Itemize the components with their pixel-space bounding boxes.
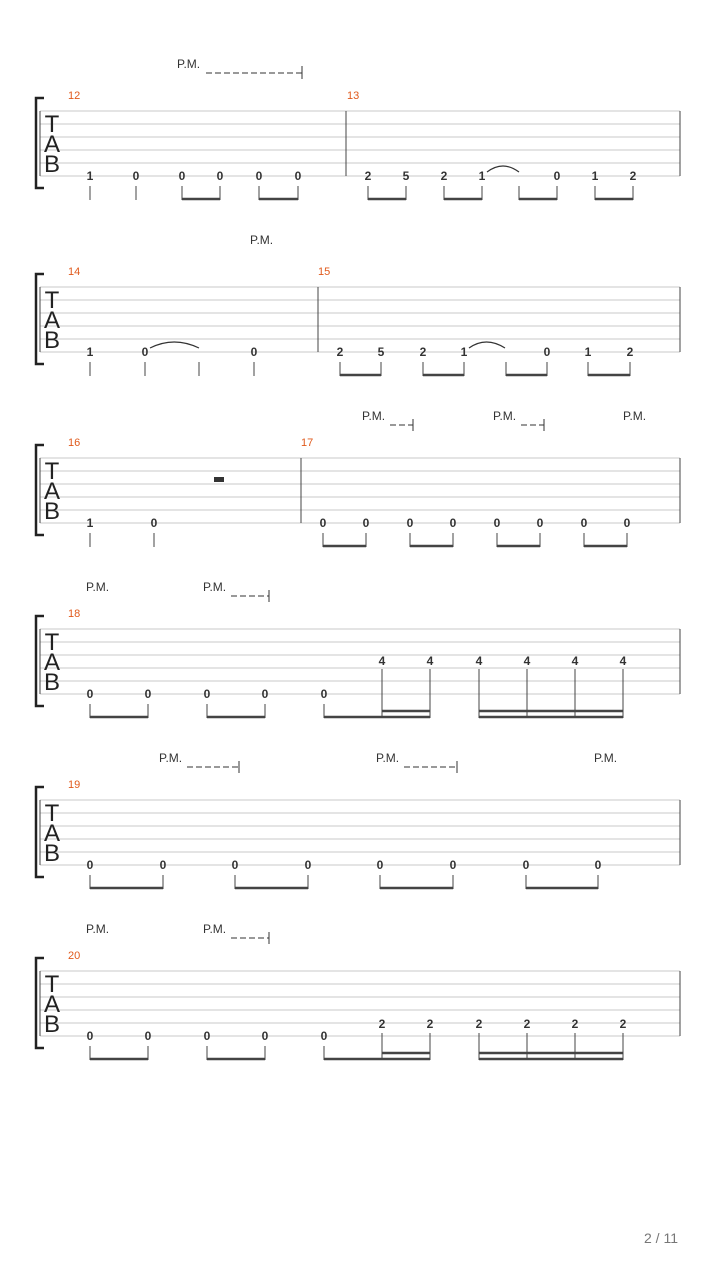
- bar-number: 16: [68, 437, 81, 449]
- fret-number: 0: [320, 1029, 328, 1043]
- tab-clef-t: T: [44, 458, 60, 485]
- palm-mute-label: P.M.: [159, 751, 183, 765]
- fret-number: 4: [571, 654, 579, 668]
- palm-mute-label: P.M.: [203, 922, 227, 936]
- fret-number: 0: [159, 858, 167, 872]
- tab-clef-a: A: [43, 307, 61, 334]
- fret-number: 0: [178, 169, 186, 183]
- fret-number: 2: [378, 1017, 386, 1031]
- fret-number: 1: [86, 345, 94, 359]
- tab-clef-t: T: [44, 800, 60, 827]
- fret-number: 5: [402, 169, 410, 183]
- fret-number: 0: [294, 169, 302, 183]
- fret-number: 0: [493, 516, 501, 530]
- bar-number: 20: [68, 950, 81, 962]
- fret-number: 0: [86, 1029, 94, 1043]
- fret-number: 2: [336, 345, 344, 359]
- fret-number: 0: [203, 687, 211, 701]
- tab-clef-t: T: [44, 287, 60, 314]
- palm-mute-label: P.M.: [594, 751, 618, 765]
- palm-mute-label: P.M.: [623, 409, 647, 423]
- fret-number: 2: [440, 169, 448, 183]
- tab-clef-a: A: [43, 991, 61, 1018]
- palm-mute-extension: [206, 66, 302, 79]
- fret-number: 0: [362, 516, 370, 530]
- palm-mute-extension: [231, 590, 269, 602]
- fret-number: 2: [619, 1017, 627, 1031]
- rhythm-stems: [90, 875, 598, 889]
- palm-mute-label: P.M.: [376, 751, 400, 765]
- fret-number: 0: [594, 858, 602, 872]
- page-number: 2 / 11: [644, 1230, 678, 1246]
- system-4: [36, 580, 680, 718]
- fret-number: 1: [584, 345, 592, 359]
- tab-clef-b: B: [43, 669, 61, 696]
- fret-number: 2: [364, 169, 372, 183]
- palm-mute-extension: [231, 932, 269, 944]
- rhythm-stems: [90, 1033, 623, 1060]
- half-rest: [214, 477, 224, 482]
- palm-mute-extension: [521, 419, 544, 431]
- palm-mute-label: P.M.: [493, 409, 517, 423]
- fret-number: 0: [543, 345, 551, 359]
- staff-lines: [40, 111, 680, 176]
- fret-number: 0: [203, 1029, 211, 1043]
- fret-number: 0: [144, 687, 152, 701]
- palm-mute-label: P.M.: [177, 57, 201, 71]
- fret-number: 4: [619, 654, 627, 668]
- fret-number: 1: [86, 169, 94, 183]
- tab-clef-b: B: [43, 151, 61, 178]
- bar-number: 19: [68, 779, 81, 791]
- palm-mute-extension: [404, 761, 457, 773]
- beams: [90, 711, 623, 717]
- fret-number: 0: [132, 169, 140, 183]
- tab-clef-b: B: [43, 1011, 61, 1038]
- bar-number: 15: [318, 266, 331, 278]
- tie: [487, 166, 519, 172]
- system-6: [36, 922, 680, 1060]
- bar-number: 13: [347, 90, 360, 102]
- tab-clef-a: A: [43, 131, 61, 158]
- fret-number: 0: [304, 858, 312, 872]
- system-1: [36, 57, 680, 200]
- palm-mute-label: P.M.: [362, 409, 386, 423]
- fret-number: 1: [86, 516, 94, 530]
- fret-number: 0: [141, 345, 149, 359]
- fret-number: 0: [319, 516, 327, 530]
- fret-number: 0: [86, 858, 94, 872]
- staff-lines: [40, 458, 680, 523]
- fret-number: 4: [523, 654, 531, 668]
- fret-number: 0: [623, 516, 631, 530]
- fret-number: 0: [406, 516, 414, 530]
- staff-lines: [40, 629, 680, 694]
- fret-number: 0: [522, 858, 530, 872]
- tab-clef-t: T: [44, 629, 60, 656]
- tie: [150, 342, 199, 348]
- staff-lines: [40, 971, 680, 1036]
- fret-number: 2: [629, 169, 637, 183]
- system-2: [36, 233, 680, 376]
- fret-number: 2: [571, 1017, 579, 1031]
- staff-lines: [40, 287, 680, 352]
- fret-number: 0: [449, 858, 457, 872]
- bar-number: 18: [68, 608, 81, 620]
- fret-number: 4: [378, 654, 386, 668]
- palm-mute-label: P.M.: [86, 922, 110, 936]
- bar-number: 14: [68, 266, 81, 278]
- fret-number: 0: [216, 169, 224, 183]
- staff-lines: [40, 800, 680, 865]
- fret-number: 0: [536, 516, 544, 530]
- fret-number: 2: [419, 345, 427, 359]
- palm-mute-label: P.M.: [250, 233, 274, 247]
- fret-number: 0: [250, 345, 258, 359]
- fret-number: 4: [475, 654, 483, 668]
- fret-number: 4: [426, 654, 434, 668]
- fret-number: 0: [580, 516, 588, 530]
- bar-number: 17: [301, 437, 314, 449]
- tab-clef-b: B: [43, 498, 61, 525]
- bar-number: 12: [68, 90, 81, 102]
- fret-number: 0: [150, 516, 158, 530]
- fret-number: 1: [478, 169, 486, 183]
- fret-number: 2: [626, 345, 634, 359]
- fret-number: 0: [86, 687, 94, 701]
- tab-clef-a: A: [43, 649, 61, 676]
- fret-number: 0: [376, 858, 384, 872]
- fret-number: 1: [591, 169, 599, 183]
- fret-number: 0: [261, 687, 269, 701]
- tab-clef-a: A: [43, 478, 61, 505]
- fret-number: 1: [460, 345, 468, 359]
- fret-number: 0: [320, 687, 328, 701]
- fret-number: 5: [377, 345, 385, 359]
- system-5: [36, 751, 680, 889]
- palm-mute-extension: [390, 419, 413, 431]
- tab-clef-t: T: [44, 111, 60, 138]
- tab-clef-b: B: [43, 327, 61, 354]
- tab-clef-b: B: [43, 840, 61, 867]
- beams: [90, 1053, 623, 1059]
- fret-number: 2: [426, 1017, 434, 1031]
- tab-clef-a: A: [43, 820, 61, 847]
- palm-mute-label: P.M.: [86, 580, 110, 594]
- fret-number: 0: [231, 858, 239, 872]
- system-3: [36, 409, 680, 547]
- fret-number: 0: [553, 169, 561, 183]
- fret-number: 0: [255, 169, 263, 183]
- fret-number: 2: [475, 1017, 483, 1031]
- palm-mute-label: P.M.: [203, 580, 227, 594]
- fret-number: 0: [144, 1029, 152, 1043]
- tab-clef-t: T: [44, 971, 60, 998]
- palm-mute-extension: [187, 761, 239, 773]
- fret-number: 0: [261, 1029, 269, 1043]
- fret-number: 2: [523, 1017, 531, 1031]
- tie: [469, 342, 505, 348]
- fret-number: 0: [449, 516, 457, 530]
